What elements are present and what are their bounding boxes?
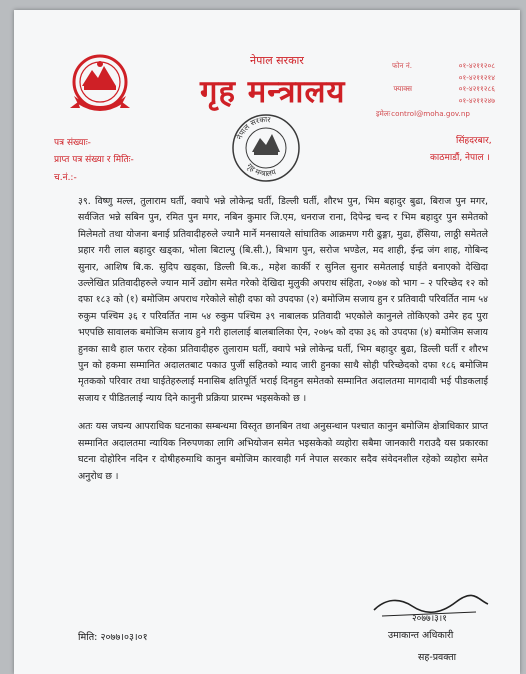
signature-image: [372, 594, 490, 622]
phone-number: ०१-४२११२१४: [458, 72, 495, 82]
body-paragraph: ३९. विष्णु मल्ल, तुलाराम घर्ती, क्वापे भन्ने लोकेन्द्र घर्ती, डिल्ली घर्ती, शौरभ पुन, भिम बहादुर बुढा, बिराज पुन मगर, सर्वजित भन्ने सबिन पुन, रमित पुन मगर, नबिन कुमार जि.एम, धनराज राना, दिपेन्द्र चन्द र भिम बहादुर पुन समेतको मिलेमतो तथा योजना बनाई प्रतिवादीहरुले ज्यानै मार्ने मनसायले सांघातिक आक्रमण गरी ढुङ्गा, मुढा, हँसिया, लाठ्ठी समेतले प्रहार गरी लाल बहादुर खड्का, भोला बिटाल्पु (बि.सी.), बिभाग पुन, सरोज भण्डेल, मद शाही, ईन्द्र जंग शाह, गोबिन्द सुनार, आशिष बि.क. सुदिप खड्का, डिल्ली बि.क., महेश कार्की र सुनिल सुनार समेतलाई घाईते बनाएको देखिदा उल्लेखित प्रतिवादीहरुले ज्यान मार्ने उद्योग समेत गरेको देखिदा मुलुकी अपराध संहिता, २०७४ को भाग – २ परिच्छेद १२ को दफा १८३ को (१) बमोजिम अपराध गरेकोले सोही दफा को उपदफा (२) बमोजिम सजाय हुन र प्रतिवादी परिवर्तित नाम ५४ रुकुम पश्चिम ३६ र परिवर्तित नाम ५४ रुकुम पश्चिम ३९ नाबालक प्रतिवादी भएकोले कानुनले तोकिएको उमेर हद पुरा भएपछि सावालक बमोजिम सजाय हुने गरी हाललाई बालबालिका ऐन, २०७५ को दफा ३६ को उपदफा (४) बमोजिम सजाय हुनका साथै हाल फरार रहेका प्रतिवादीहरु तुलाराम घर्ती, क्वापे भन्ने लोकेन्द्र घर्ती, भिम बहादुर बुढा, डिल्ली घर्ती र शौरभ पुन को हकमा सम्मानित अदालतबाट पकाउ पुर्जी सहितको म्याद जारी हुनका साथै सोही परिच्छेदको दफा १८६ बमोजिम मृतकको परिवार तथा घाईतेहरुलाई मनासिब क्षतिपूर्ति भराई दिनहुन समेतको सम्मानित अदालतमा मागदावी भई पीडकलाई सजाय र पीडितलाई न्याय दिने कानुनी प्रक्रिया प्रारम्भ भइसकेको छ ।: [78, 196, 488, 404]
body-paragraph: अतः यस जघन्य आपराधिक घटनाका सम्बन्धमा विस्तृत छानबिन तथा अनुसन्धान पश्चात कानुन बमोजिम क्षेत्राधिकार प्राप्त सम्मानित अदालतमा न्यायिक निरुपणका लागि अभियोजन समेत भइसकेको व्यहोरा सबैमा जानकारी गराउदै यस प्रकारका घटना दोहोरिन नदिन र दोषीहरुमाथि कानुन बमोजिम कारवाही गर्न नेपाल सरकार सदैव संवेदनशील रहेको व्यहोरा समेत अनुरोध छ ।: [78, 421, 488, 482]
email-label: इमेलः: [376, 109, 391, 118]
fax-number: ०१-४२११२४७: [458, 95, 495, 105]
fax-number: ०१-४२११२८६: [458, 84, 495, 93]
received-letter-label: प्राप्त पत्र संख्या र मितिः-: [54, 155, 134, 165]
letter-number-label: पत्र संख्याः-: [54, 138, 91, 148]
officer-name: उमाकान्त अधिकारी: [388, 630, 454, 641]
letter-date: मिति: २०७७।०३।०१: [78, 632, 148, 643]
ministry-name: गृह मन्त्रालय: [200, 74, 346, 110]
dispatch-number-label: च.नं.:-: [54, 173, 77, 183]
seal-text-bottom: गृह मन्त्रालय: [244, 161, 278, 179]
officer-title: सह-प्रवक्ता: [418, 652, 457, 663]
signature-date: २०७७।३।१: [412, 614, 447, 622]
phone-number: ०१-४२११२०८: [458, 61, 495, 70]
letter-body: [78, 194, 488, 485]
government-name: नेपाल सरकार: [250, 54, 304, 67]
seal-text-top: नेपाल सरकार: [234, 114, 271, 141]
phone-label: फोन नं.: [392, 61, 412, 70]
nepal-emblem-icon: [66, 52, 134, 116]
address-line-1: सिंहदरबार,: [456, 136, 492, 146]
fax-label: फ्याक्स: [393, 84, 412, 93]
ministry-seal-icon: [230, 112, 302, 184]
email-address: control@moha.gov.np: [391, 109, 470, 118]
letter-page: [14, 10, 520, 674]
address-line-2: काठमाडौं, नेपाल ।: [430, 153, 490, 163]
contact-block: [376, 60, 495, 120]
